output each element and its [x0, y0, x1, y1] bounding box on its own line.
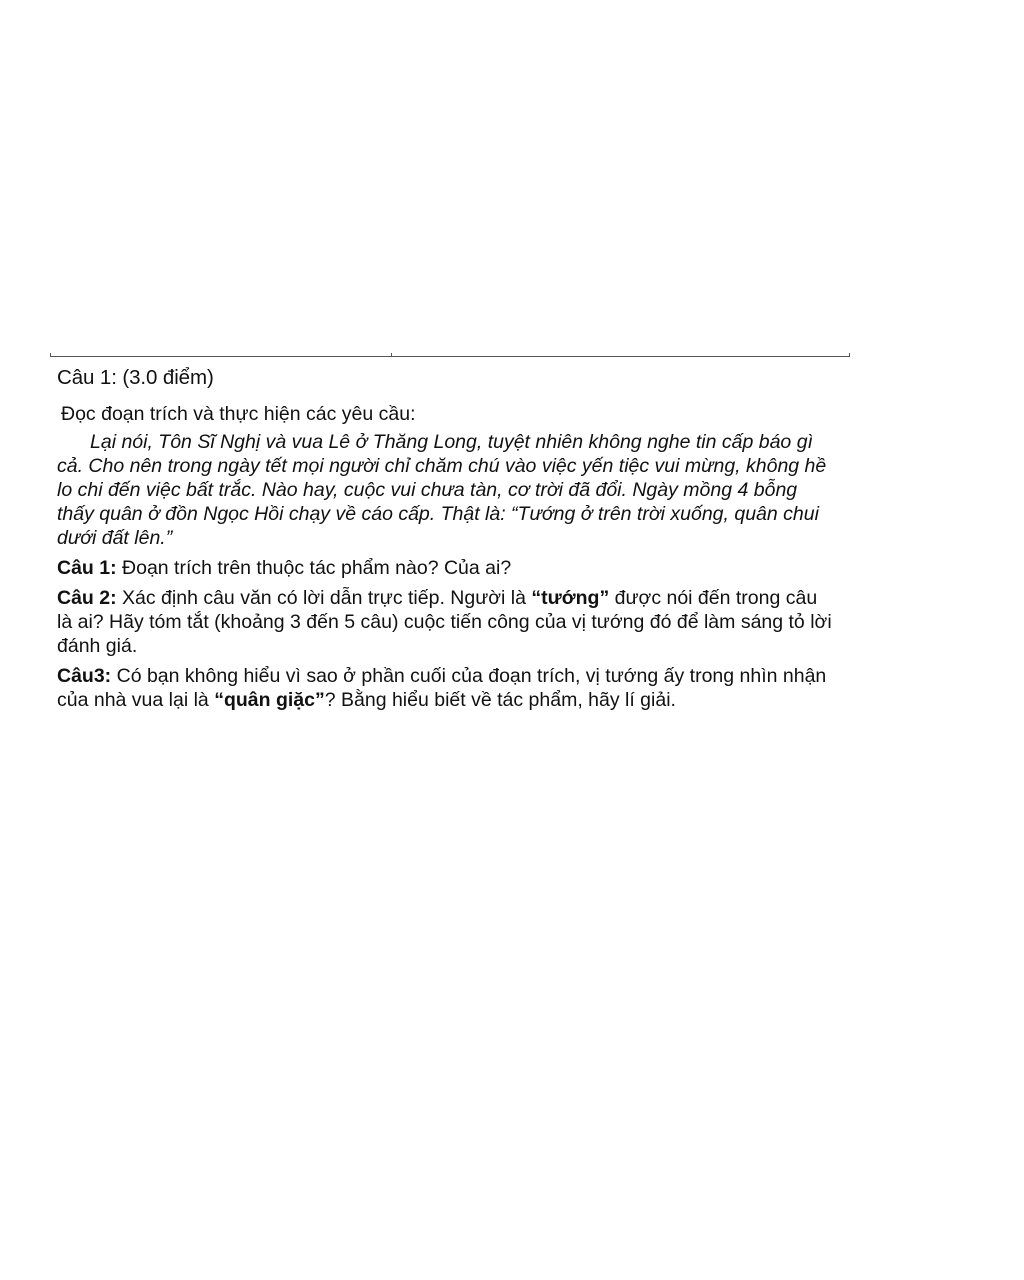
sub-question-2-text-before: Xác định câu văn có lời dẫn trực tiếp. Người là [116, 587, 532, 609]
sub-question-3-emphasis: “quân giặc” [214, 689, 325, 711]
question-heading: Câu 1: (3.0 điểm) [57, 366, 214, 389]
sub-question-2 [57, 586, 837, 658]
exam-question-block [57, 366, 837, 718]
border-tick-left [50, 353, 51, 357]
sub-question-3 [57, 664, 837, 712]
border-tick-right [849, 353, 850, 357]
instruction-text: Đọc đoạn trích và thực hiện các yêu cầu: [61, 403, 416, 425]
border-tick-middle [391, 353, 392, 357]
sub-question-1 [57, 556, 837, 580]
sub-question-1-label: Câu 1: [57, 557, 117, 579]
excerpt-passage: Lại nói, Tôn Sĩ Nghị và vua Lê ở Thăng Long, tuyệt nhiên không nghe tin cấp báo gì cả. Cho nên trong ngày tết mọi người chỉ chăm chú vào việc yến tiệc vui mừng, không hề lo chi đến việc bất trắc. Nào hay, cuộc vui chưa tàn, cơ trời đã đổi. Ngày mồng 4 bỗng thấy quân ở đồn Ngọc Hồi chạy về cáo cấp. Thật là: “Tướng ở trên trời xuống, quân chui dưới đất lên.” [57, 431, 827, 549]
sub-question-2-emphasis: “tướng” [531, 587, 610, 609]
sub-question-3-text-before: Có bạn không hiểu vì sao ở phần cuối của đoạn trích, vị tướng ấy trong nhìn nhận của nhà vua lại là [57, 665, 827, 711]
sub-question-2-text-after: được nói đến trong câu là ai? Hãy tóm tắt (khoảng 3 đến 5 câu) cuộc tiến công của vị tướng đó để làm sáng tỏ lời đánh giá. [57, 587, 832, 657]
border-line [50, 356, 850, 357]
sub-question-3-label: Câu3: [57, 665, 112, 687]
sub-question-1-text: Đoạn trích trên thuộc tác phẩm nào? Của ai? [116, 557, 512, 579]
sub-question-3-text-after: ? Bằng hiểu biết về tác phẩm, hãy lí giải. [324, 689, 676, 711]
sub-question-2-label: Câu 2: [57, 587, 117, 609]
table-top-border [50, 354, 850, 358]
